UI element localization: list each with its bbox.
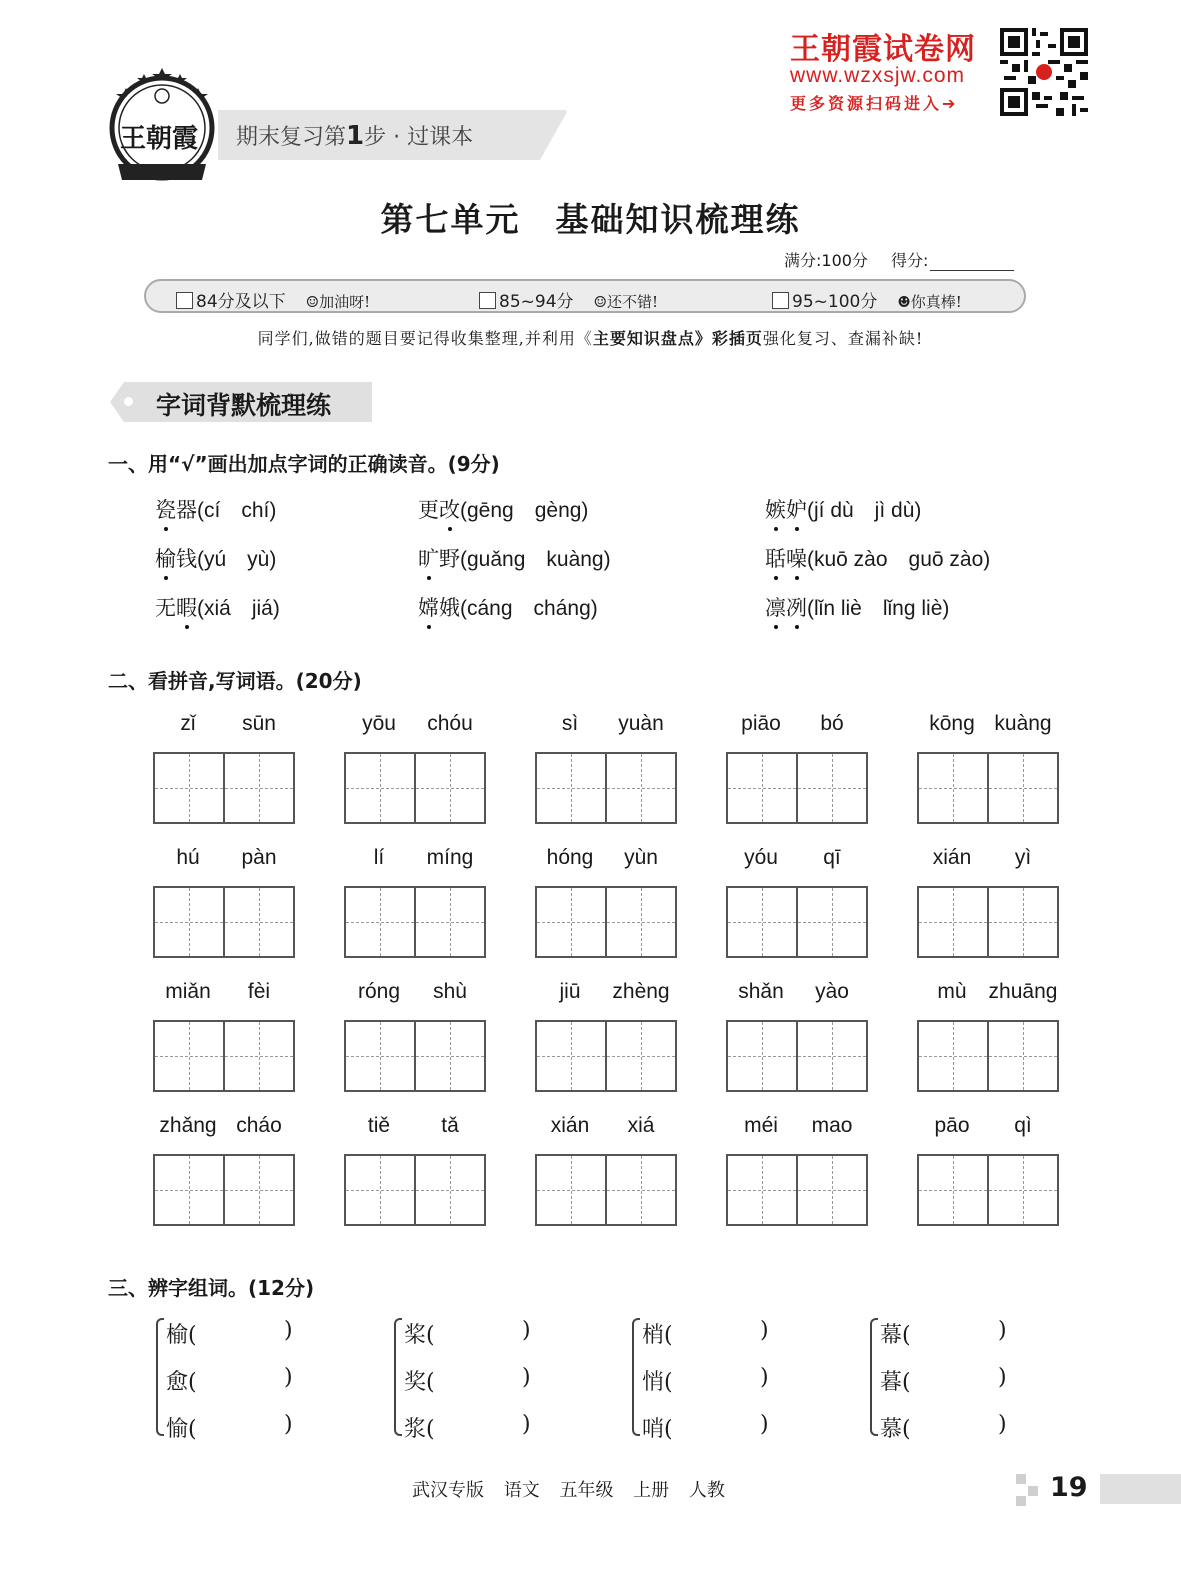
rating-1[interactable]: 84分及以下 ☺加油呀!	[176, 287, 370, 312]
writing-cell[interactable]	[987, 1022, 1057, 1090]
pinyin-syllable: hóng	[546, 846, 594, 869]
smile-icon: ☺	[305, 293, 320, 311]
writing-cell[interactable]	[919, 754, 987, 822]
tianzi-grid[interactable]	[726, 1154, 868, 1226]
tianzi-grid[interactable]	[153, 1154, 295, 1226]
word-blank[interactable]: 慕( )	[880, 1412, 1007, 1442]
pinyin-syllable: mao	[811, 1114, 853, 1137]
decor-square	[1016, 1474, 1026, 1484]
reading-item[interactable]: 聒噪(kuō zào guō zào)	[765, 543, 990, 573]
rating-bar	[144, 279, 1026, 313]
pinyin-syllable: míng	[426, 846, 474, 869]
tianzi-grid[interactable]	[535, 752, 677, 824]
tianzi-grid[interactable]	[917, 1020, 1059, 1092]
reading-item[interactable]: 无暇(xiá jiá)	[155, 592, 280, 622]
writing-cell[interactable]	[605, 888, 675, 956]
page-title: 第七单元 基础知识梳理练	[380, 200, 801, 239]
pinyin-syllable: cháo	[236, 1114, 282, 1137]
tianzi-grid[interactable]	[153, 752, 295, 824]
pinyin-syllable: sì	[561, 712, 579, 735]
writing-cell[interactable]	[346, 754, 414, 822]
rating-checkbox[interactable]	[772, 292, 789, 309]
writing-cell[interactable]	[346, 888, 414, 956]
writing-cell[interactable]	[414, 754, 484, 822]
section-title: 字词背默梳理练	[156, 391, 332, 420]
writing-cell[interactable]	[796, 754, 866, 822]
pinyin-syllable: qī	[823, 846, 841, 869]
pinyin-syllable: miǎn	[165, 980, 211, 1003]
writing-cell[interactable]	[414, 1156, 484, 1224]
word-blank[interactable]: 奖( )	[404, 1365, 531, 1395]
rating-checkbox[interactable]	[479, 292, 496, 309]
footer-edition: 武汉专版 语文 五年级 上册 人教	[412, 1480, 725, 1501]
brace-icon	[394, 1318, 402, 1436]
writing-cell[interactable]	[987, 754, 1057, 822]
pinyin-syllable: lí	[373, 846, 385, 869]
char-group	[632, 1318, 782, 1442]
pinyin-syllable: yùn	[624, 846, 658, 869]
char-group	[156, 1318, 306, 1442]
pinyin-syllable: tǎ	[441, 1114, 459, 1137]
smile-icon: ☺	[593, 293, 607, 311]
pinyin-syllable: zhèng	[612, 980, 670, 1003]
writing-cell[interactable]	[919, 1022, 987, 1090]
char-group	[870, 1318, 1020, 1442]
pinyin-syllable: pàn	[241, 846, 277, 869]
pinyin-syllable: xián	[932, 846, 972, 869]
writing-cell[interactable]	[728, 1022, 796, 1090]
writing-cell[interactable]	[605, 1022, 675, 1090]
question-2-title: 二、看拼音,写词语。(20分)	[108, 669, 362, 693]
tianzi-grid[interactable]	[726, 1020, 868, 1092]
score-label: 得分:	[891, 251, 929, 270]
writing-cell[interactable]	[414, 888, 484, 956]
writing-cell[interactable]	[987, 1156, 1057, 1224]
reading-item[interactable]: 更改(gēng gèng)	[418, 494, 588, 524]
brand-website[interactable]: www.wzxsjw.com	[790, 64, 966, 87]
word-blank[interactable]: 幕( )	[880, 1318, 1007, 1348]
student-note: 同学们,做错的题目要记得收集整理,并利用《主要知识盘点》彩插页强化复习、查漏补缺!	[257, 329, 924, 348]
pinyin-syllable: chóu	[427, 712, 473, 735]
tianzi-grid[interactable]	[917, 886, 1059, 958]
pinyin-syllable: hú	[176, 846, 200, 869]
pinyin-syllable: pāo	[934, 1114, 970, 1137]
writing-cell[interactable]	[605, 754, 675, 822]
pinyin-syllable: tiě	[367, 1114, 391, 1137]
word-blank[interactable]: 愈( )	[166, 1365, 293, 1395]
reading-item[interactable]: 嫦娥(cáng cháng)	[418, 592, 598, 622]
word-blank[interactable]: 哨( )	[642, 1412, 769, 1442]
tag-hole-icon	[124, 397, 133, 406]
tianzi-grid[interactable]	[344, 886, 486, 958]
writing-cell[interactable]	[346, 1022, 414, 1090]
writing-cell[interactable]	[796, 1022, 866, 1090]
writing-cell[interactable]	[223, 888, 293, 956]
decor-square	[1028, 1486, 1038, 1496]
tianzi-grid[interactable]	[153, 1020, 295, 1092]
word-blank[interactable]: 桨( )	[404, 1318, 531, 1348]
pinyin-syllable: yào	[815, 980, 849, 1003]
tianzi-grid[interactable]	[726, 752, 868, 824]
pinyin-syllable: xián	[550, 1114, 590, 1137]
pinyin-syllable: shǎn	[738, 980, 784, 1003]
tianzi-grid[interactable]	[344, 1154, 486, 1226]
pinyin-syllable: shù	[433, 980, 467, 1003]
tianzi-grid[interactable]	[344, 1020, 486, 1092]
tianzi-grid[interactable]	[535, 1020, 677, 1092]
word-blank[interactable]: 榆( )	[166, 1318, 293, 1348]
pinyin-syllable: kuàng	[994, 712, 1052, 735]
pinyin-syllable: bó	[820, 712, 844, 735]
reading-item[interactable]: 榆钱(yú yù)	[155, 543, 276, 573]
qr-code-icon[interactable]	[1000, 28, 1088, 116]
question-3-title: 三、辨字组词。(12分)	[108, 1276, 315, 1300]
reading-item[interactable]: 旷野(guǎng kuàng)	[418, 543, 611, 573]
decor-square	[1016, 1496, 1026, 1506]
pinyin-syllable: zǐ	[180, 712, 196, 735]
pinyin-syllable: yì	[1014, 846, 1032, 869]
pinyin-syllable: kōng	[929, 712, 975, 735]
pinyin-syllable: yōu	[362, 712, 396, 735]
rating-checkbox[interactable]	[176, 292, 193, 309]
reading-item[interactable]: 凛冽(lǐn liè lǐng liè)	[765, 592, 949, 622]
writing-cell[interactable]	[155, 754, 223, 822]
tianzi-grid[interactable]	[917, 1154, 1059, 1226]
writing-cell[interactable]	[919, 1156, 987, 1224]
writing-cell[interactable]	[537, 1156, 605, 1224]
writing-cell[interactable]	[987, 888, 1057, 956]
tianzi-grid[interactable]	[344, 752, 486, 824]
pinyin-syllable: qì	[1014, 1114, 1032, 1137]
writing-cell[interactable]	[414, 1022, 484, 1090]
writing-cell[interactable]	[223, 1022, 293, 1090]
page-number: 19	[1050, 1472, 1088, 1503]
brace-icon	[156, 1318, 164, 1436]
smile-icon: ☻	[897, 293, 911, 311]
pinyin-syllable: zhǎng	[159, 1114, 217, 1137]
writing-cell[interactable]	[919, 888, 987, 956]
word-blank[interactable]: 悄( )	[642, 1365, 769, 1395]
char-group	[394, 1318, 544, 1442]
tianzi-grid[interactable]	[535, 886, 677, 958]
word-blank[interactable]: 愉( )	[166, 1412, 293, 1442]
pinyin-syllable: méi	[744, 1114, 778, 1137]
pinyin-syllable: piāo	[741, 712, 781, 735]
writing-cell[interactable]	[728, 754, 796, 822]
pinyin-syllable: sūn	[242, 712, 276, 735]
tianzi-grid[interactable]	[726, 886, 868, 958]
rating-3[interactable]: 95~100分 ☻你真棒!	[772, 287, 962, 312]
reading-item[interactable]: 嫉妒(jí dù jì dù)	[765, 494, 921, 524]
tianzi-grid[interactable]	[917, 752, 1059, 824]
more-resources-text: 更多资源扫码进入➔	[790, 94, 959, 113]
writing-cell[interactable]	[728, 888, 796, 956]
question-1-title: 一、用“√”画出加点字词的正确读音。(9分)	[108, 452, 500, 476]
writing-cell[interactable]	[537, 888, 605, 956]
word-blank[interactable]: 浆( )	[404, 1412, 531, 1442]
tianzi-grid[interactable]	[535, 1154, 677, 1226]
writing-cell[interactable]	[605, 1156, 675, 1224]
page-number-bar	[1100, 1474, 1181, 1504]
reading-item[interactable]: 瓷器(cí chí)	[155, 494, 276, 524]
score-line	[784, 248, 1014, 271]
writing-cell[interactable]	[155, 1156, 223, 1224]
writing-cell[interactable]	[537, 754, 605, 822]
word-blank[interactable]: 梢( )	[642, 1318, 769, 1348]
score-input[interactable]	[930, 254, 1014, 271]
brace-icon	[870, 1318, 878, 1436]
pinyin-syllable: yóu	[744, 846, 778, 869]
writing-cell[interactable]	[346, 1156, 414, 1224]
brand-title: 王朝霞试卷网	[790, 32, 976, 67]
writing-cell[interactable]	[155, 888, 223, 956]
logo-text: 王朝霞	[120, 124, 199, 154]
word-blank[interactable]: 暮( )	[880, 1365, 1007, 1395]
pinyin-syllable: jiū	[559, 980, 581, 1003]
writing-cell[interactable]	[155, 1022, 223, 1090]
writing-cell[interactable]	[728, 1156, 796, 1224]
pinyin-syllable: fèi	[247, 980, 271, 1003]
pinyin-syllable: mù	[937, 980, 967, 1003]
writing-cell[interactable]	[223, 754, 293, 822]
writing-cell[interactable]	[796, 888, 866, 956]
rating-2[interactable]: 85~94分 ☺还不错!	[479, 287, 658, 312]
pinyin-syllable: yuàn	[618, 712, 664, 735]
writing-cell[interactable]	[796, 1156, 866, 1224]
brace-icon	[632, 1318, 640, 1436]
banner-step: 期末复习第1步 · 过课本	[236, 121, 474, 151]
full-score: 满分:100分	[784, 251, 868, 270]
tianzi-grid[interactable]	[153, 886, 295, 958]
pinyin-syllable: róng	[357, 980, 401, 1003]
writing-cell[interactable]	[223, 1156, 293, 1224]
writing-cell[interactable]	[537, 1022, 605, 1090]
pinyin-syllable: zhuāng	[988, 980, 1058, 1003]
pinyin-syllable: xiá	[627, 1114, 655, 1137]
